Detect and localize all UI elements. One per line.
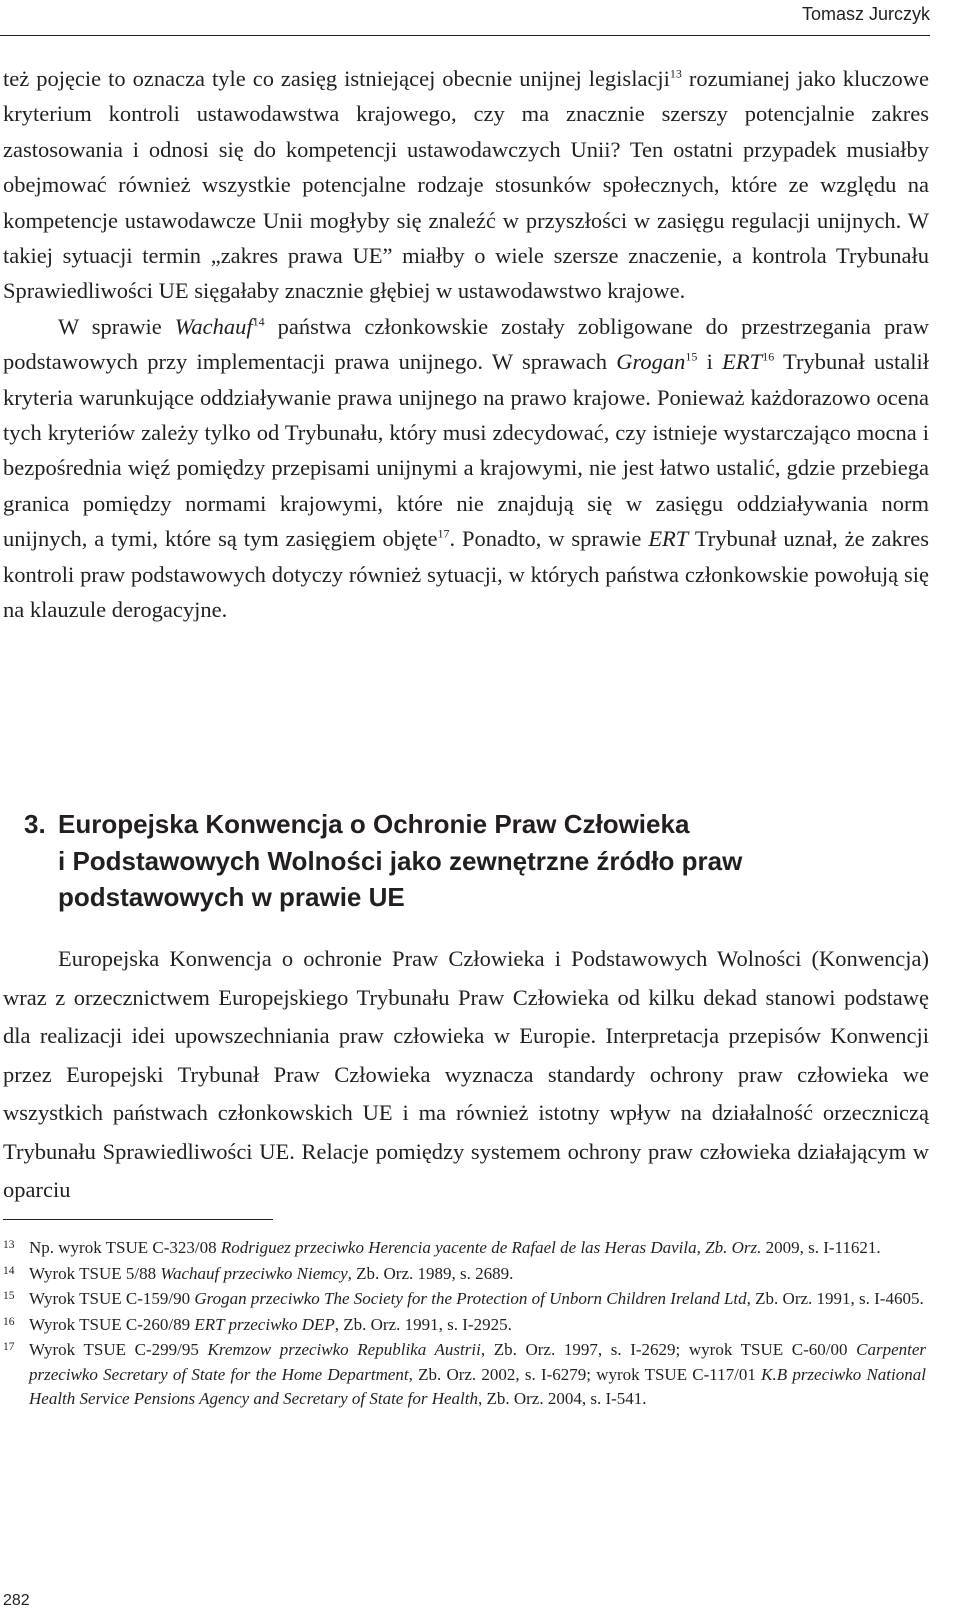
footnote-case-title: Wachauf przeciwko Niemcy xyxy=(160,1263,348,1283)
running-header xyxy=(0,0,960,40)
paragraph-1 xyxy=(3,61,929,309)
footnote xyxy=(3,1262,926,1287)
footnote-number: 13 xyxy=(3,1239,15,1251)
paragraph-2 xyxy=(3,309,929,628)
footnote-ref-13: 13 xyxy=(669,66,682,81)
paragraph-2-text-f: Trybunał uznał, że zakres kontroli praw podstawowych dotyczy również sytuacji, w których państwa członkowskie powołują się na klauzule derogacyjne. xyxy=(3,526,929,623)
paragraph-2-text-d: Trybunał ustalił kryteria warunkujące oddziaływanie prawa unijnego na prawo krajowe. Ponieważ każdorazowo ocena tych kryteriów zależy tylko od Trybunału, który musi zdecydować, czy istnieje wystarczająco mocna i bezpośrednia więź pomiędzy przepisami unijnymi a krajowymi, nie jest łatwo ustalić, gdzie przebiega granica pomiędzy normami krajowymi, które nie znajdują się w zasięgu oddziaływania norm unijnych, a tymi, które są tym zasięgiem objęte xyxy=(3,349,929,552)
paragraph-2-text-e: . Ponadto, w sprawie xyxy=(449,526,649,552)
running-header-author: Tomasz Jurczyk xyxy=(801,4,930,24)
footnote xyxy=(3,1236,926,1261)
paragraph-1-text-b: rozumianej jako kluczowe kryterium kontroli ustawodawstwa krajowego, czy ma znacznie szerszy potencjalnie zakres zastosowania i odnosi się do kompetencji ustawodawczych Unii? Ten ostatni przypadek musiałby obejmować również wszystkie potencjalne rodzaje stosunków społecznych, które ze względu na kompetencje ustawodawcze Unii mogłyby się znaleźć w przyszłości w zasięgu regulacji unijnych. W takiej sytuacji termin „zakres prawa UE” miałby o wiele szersze znaczenie, a kontrola Trybunału Sprawiedliwości UE sięgałaby znacznie głębiej w ustawodawstwo krajowe. xyxy=(3,66,929,304)
footnote-case-title: Grogan przeciwko The Society for the Protection of Unborn Children Ireland Ltd xyxy=(194,1289,747,1308)
page-number: 282 xyxy=(3,1592,30,1609)
body-text-section-3 xyxy=(3,940,929,1210)
header-rule xyxy=(0,35,930,36)
footnote-ref-14: 14 xyxy=(252,314,265,329)
footnote xyxy=(3,1313,926,1338)
case-name-grogan: Grogan xyxy=(616,349,686,375)
footnote-text: , Zb. Orz. 2004, s. I-541. xyxy=(477,1389,647,1408)
footnote-case-title: K.B przeciwko National Health Service Pensions Agency and Secretary of State for Health xyxy=(29,1364,926,1408)
case-name-ert: ERT xyxy=(722,349,763,375)
footnote-ref-16: 16 xyxy=(762,349,775,364)
section-3-paragraph-1: Europejska Konwencja o ochronie Praw Człowieka i Podstawowych Wolności (Konwencja) wraz z orzecznictwem Europejskiego Trybunału Praw Człowieka od kilku dekad stanowi podstawę dla realizacji idei upowszechniania praw człowieka w Europie. Interpretacja przepisów Konwencji przez Europejski Trybunał Praw Człowieka wyznacza standardy ochrony praw człowieka we wszystkich państwach członkowskich UE i ma również istotny wpływ na działalność orzeczniczą Trybunału Sprawiedliwości UE. Relacje pomiędzy systemem ochrony praw człowieka działającym w oparciu xyxy=(3,946,929,1202)
footnote-separator xyxy=(3,1219,273,1220)
case-name-wachauf: Wachauf xyxy=(174,313,253,339)
section-title-line-3: podstawowych w prawie UE xyxy=(58,882,405,912)
footnote-text: Np. wyrok TSUE C-323/08 xyxy=(29,1238,221,1257)
footnote-text: Wyrok TSUE 5/88 xyxy=(29,1263,161,1283)
paragraph-2-text-a: W sprawie xyxy=(58,313,175,339)
footnote-text: , Zb. Orz. 1989, s. 2689. xyxy=(347,1263,514,1283)
footnote-case-title: Kremzow przeciwko Republika Austrii xyxy=(207,1340,481,1359)
paragraph-1-text-a: też pojęcie to oznacza tyle co zasięg istniejącej obecnie unijnej legislacji xyxy=(3,66,670,91)
footnote xyxy=(3,1287,926,1312)
footnote-case-title: Rodriguez przeciwko Herencia yacente de Rafael de las Heras Davila, Zb. Orz. xyxy=(220,1238,762,1257)
footnote-text: , Zb. Orz. 2002, s. I-6279; wyrok TSUE C-117/01 xyxy=(408,1364,762,1384)
footnote xyxy=(3,1338,926,1412)
section-heading xyxy=(24,806,924,916)
body-text-top xyxy=(3,61,929,628)
footnote-text: 2009, s. I-11621. xyxy=(761,1238,881,1257)
paragraph-2-text-b: państwa członkowskie zostały zobligowane do przestrzegania praw podstawowych przy implementacji prawa unijnego. W sprawach xyxy=(3,313,929,375)
footnote-text: , Zb. Orz. 1991, s. I-2925. xyxy=(334,1314,512,1334)
footnote-text: Wyrok TSUE C-159/90 xyxy=(29,1289,195,1308)
footnote-text: Wyrok TSUE C-260/89 xyxy=(29,1314,195,1334)
section-title-line-1: Europejska Konwencja o Ochronie Praw Człowieka xyxy=(58,809,690,839)
footnote-number: 17 xyxy=(3,1341,15,1353)
footnote-number: 14 xyxy=(3,1264,15,1277)
footnotes xyxy=(3,1236,926,1413)
footnote-text: , Zb. Orz. 1997, s. I-2629; wyrok TSUE C-60/00 xyxy=(480,1340,857,1359)
footnote-ref-15: 15 xyxy=(685,349,698,364)
footnote-text: , Zb. Orz. 1991, s. I-4605. xyxy=(746,1289,924,1308)
section-heading-line-1 xyxy=(24,806,924,843)
footnote-ref-17: 17 xyxy=(437,526,450,541)
footnote-case-title: Carpenter przeciwko Secretary of State for the Home Department xyxy=(29,1340,927,1384)
footnote-number: 16 xyxy=(3,1315,15,1328)
footnote-case-title: ERT przeciwko DEP xyxy=(194,1314,335,1334)
section-title-line-2: i Podstawowych Wolności jako zewnętrzne źródło praw xyxy=(58,845,743,876)
section-number: 3. xyxy=(24,809,46,839)
footnote-text: Wyrok TSUE C-299/95 xyxy=(29,1340,208,1359)
case-name-ert-2: ERT xyxy=(648,526,689,552)
footnote-number: 15 xyxy=(3,1290,15,1302)
paragraph-2-text-c: i xyxy=(697,349,723,375)
